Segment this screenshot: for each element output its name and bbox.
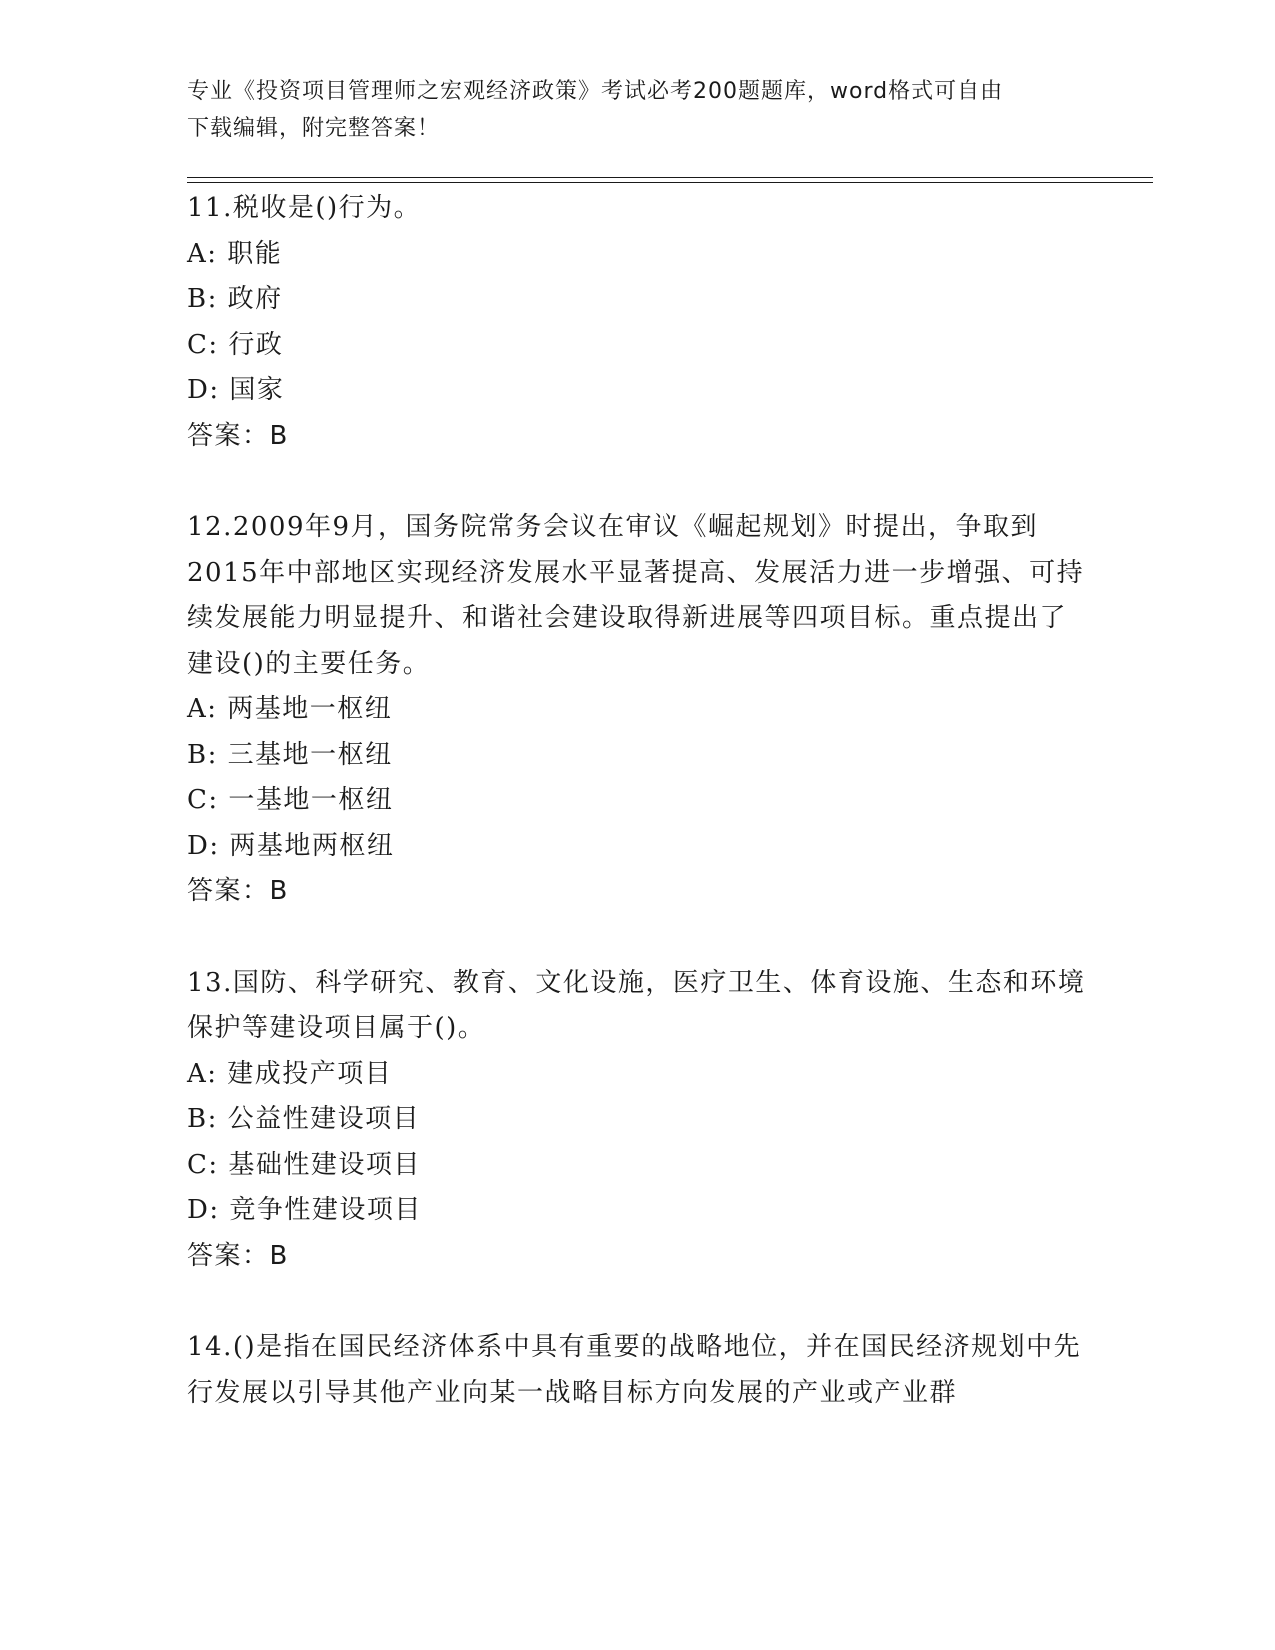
answer: 答案：B <box>187 420 289 451</box>
question-spacer <box>187 1279 1087 1325</box>
question-13 <box>187 961 1087 1280</box>
option-b: B: 公益性建设项目 <box>187 1104 421 1134</box>
question-11 <box>187 186 1087 459</box>
option-a: A: 建成投产项目 <box>187 1058 393 1089</box>
option-a: A: 职能 <box>187 238 283 269</box>
option-c: C: 基础性建设项目 <box>187 1149 421 1180</box>
answer: 答案：B <box>187 1240 289 1271</box>
header-line-2: 下载编辑，附完整答案！ <box>187 116 441 141</box>
answer: 答案：B <box>187 876 289 906</box>
document-header <box>187 73 1087 147</box>
question-stem: 12.2009年9月，国务院常务会议在审议《崛起规划》时提出，争取到2015年中部地区实现经济发展水平显著提高、发展活力进一步增强、可持续发展能力明显提升、和谐社会建设取得新进展等四项目标。重点提出了建设()的主要任务。 <box>187 512 1085 679</box>
option-d: D: 两基地两枢纽 <box>187 830 395 861</box>
header-divider-bottom <box>187 182 1153 183</box>
question-stem: 11.税收是()行为。 <box>187 193 422 223</box>
option-c: C: 行政 <box>187 329 284 360</box>
question-12 <box>187 505 1087 915</box>
header-divider-top <box>187 177 1153 178</box>
question-spacer <box>187 915 1087 961</box>
question-list <box>187 186 1087 1416</box>
option-b: B: 三基地一枢纽 <box>187 739 393 770</box>
option-c: C: 一基地一枢纽 <box>187 785 394 815</box>
question-14 <box>187 1325 1087 1416</box>
option-a: A: 两基地一枢纽 <box>187 694 393 724</box>
option-b: B: 政府 <box>187 284 283 314</box>
option-d: D: 国家 <box>187 375 285 405</box>
header-line-1: 专业《投资项目管理师之宏观经济政策》考试必考200题题库，word格式可自由 <box>187 79 1004 104</box>
option-d: D: 竞争性建设项目 <box>187 1195 422 1225</box>
question-stem: 14.()是指在国民经济体系中具有重要的战略地位，并在国民经济规划中先行发展以引导其他产业向某一战略目标方向发展的产业或产业群 <box>187 1332 1082 1408</box>
question-spacer <box>187 459 1087 505</box>
question-stem: 13.国防、科学研究、教育、文化设施，医疗卫生、体育设施、生态和环境保护等建设项目属于()。 <box>187 967 1086 1043</box>
